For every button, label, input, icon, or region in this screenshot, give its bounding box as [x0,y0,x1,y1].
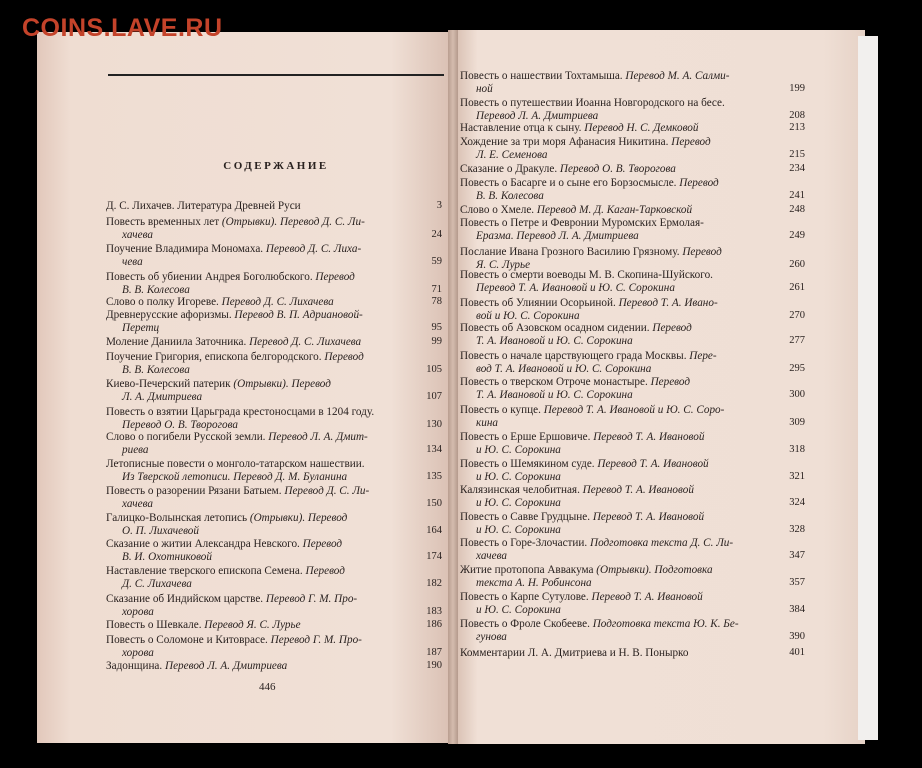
toc-entry [460,269,805,294]
entry-title-text: Повесть о разорении Рязани Батыем. [106,485,282,497]
entry-title-text: Задонщина. [106,660,163,672]
toc-entry-title [460,618,805,631]
entry-page-number: 324 [789,496,805,508]
entry-translator-text: Перевод Г. М. Про- [270,634,362,646]
entry-title-text: Слово о полку Игореве. [106,296,219,308]
entry-continuation: Л. Е. Семенова [476,148,548,161]
entry-translator-text: Перевод [302,538,343,550]
entry-continuation: вод Т. А. Ивановой и Ю. С. Сорокина [476,362,652,375]
entry-title-text: Хождение за три моря Афанасия Никитина. [460,136,669,148]
entry-title-text: Моление Даниила Заточника. [106,336,247,348]
toc-entry-title [106,378,442,391]
toc-entry-title [106,660,442,673]
toc-entry-title [460,297,805,310]
toc-entry [106,593,442,618]
entry-title-text: Повесть о Фроле Скобееве. [460,618,590,630]
toc-entry [460,246,805,271]
entry-title-text: Летописные повести о монголо-татарском нашествии. [106,458,365,470]
toc-entry-title [460,70,805,83]
entry-translator-text: Перевод М. Д. Каган-Тарковской [536,204,693,216]
entry-continuation: Перевод Т. А. Ивановой и Ю. С. Сорокина [476,281,675,294]
toc-entry [106,296,442,309]
entry-page-number: 134 [426,443,442,455]
toc-right [460,70,805,659]
toc-entry-title [106,200,442,213]
entry-continuation: О. П. Лихачевой [122,524,199,537]
entry-title-text: Повесть о Соломоне и Китоврасе. [106,634,268,646]
entry-title-text: Повесть о Ерше Ершовиче. [460,431,591,443]
toc-entry [106,271,442,296]
entry-continuation: В. В. Колесова [122,283,190,296]
entry-title-text: Поучение Владимира Мономаха. [106,243,264,255]
entry-translator-text: (Отрывки). Подготовка [596,564,713,576]
entry-translator-text: Перевод Д. С. Лихачева [221,296,334,308]
entry-title-text: Д. С. Лихачев. Литература Древней Руси [106,200,301,212]
entry-continuation: и Ю. С. Сорокина [476,603,561,616]
entry-continuation: хачева [476,549,507,562]
entry-page-number: 3 [436,200,442,211]
entry-title-text: Повесть о купце. [460,404,541,416]
entry-page-number: 187 [426,646,442,658]
toc-entry [460,647,805,660]
entry-translator-text: Перевод Л. А. Дмит- [268,431,368,443]
entry-title-text: Повесть о смерти воеводы М. В. Скопина-Шуйского. [460,269,713,281]
entry-page-number: 260 [789,258,805,270]
entry-page-number: 199 [789,82,805,94]
entry-translator-text: (Отрывки). Перевод [233,378,331,390]
toc-entry [106,378,442,403]
entry-translator-text: Перевод [324,351,364,363]
entry-continuation: хорова [122,646,154,659]
toc-entry-title [460,376,805,389]
entry-title-text: Галицко-Волынская летопись [106,512,248,524]
entry-title-text: Повесть об Азовском осадном сидении. [460,322,650,334]
entry-page-number: 71 [431,283,442,295]
entry-title-text: Сказание о житии Александра Невского. [106,538,300,550]
toc-entry-title [460,204,805,217]
entry-continuation: хачева [122,228,153,241]
toc-entry-title [460,431,805,444]
entry-translator-text: Перевод Д. С. Лихачева [249,336,362,348]
entry-page-number: 401 [789,647,805,658]
entry-title-text: Повесть о тверском Отроче монастыре. [460,376,648,388]
toc-entry-title [106,512,442,525]
toc-entry [460,217,805,242]
entry-title-text: Повесть о Горе-Злочастии. [460,537,588,549]
entry-continuation: текста А. Н. Робинсона [476,576,592,589]
toc-entry [460,350,805,375]
entry-translator-text: Перевод [315,271,355,283]
toc-entry-title [460,564,805,577]
toc-entry [106,634,442,659]
entry-page-number: 347 [789,549,805,561]
toc-entry-title [460,350,805,363]
entry-page-number: 24 [431,228,442,240]
toc-entry [460,431,805,456]
entry-title-text: Сказание о Дракуле. [460,163,558,175]
entry-page-number: 295 [789,362,805,374]
toc-entry [460,511,805,536]
toc-entry [106,512,442,537]
entry-page-number: 186 [426,619,442,630]
entry-page-number: 384 [789,603,805,615]
entry-translator-text: Перевод [682,246,722,258]
entry-page-number: 277 [789,334,805,346]
entry-title-text: Повесть о нашествии Тохтамыша. [460,70,623,82]
toc-entry [460,97,805,122]
entry-translator-text: Перевод М. А. Салми- [625,70,730,82]
toc-entry-title [106,406,442,419]
toc-entry-title [106,538,442,551]
book-gutter [448,30,458,744]
entry-title-text: Поучение Григория, епископа белгородского. [106,351,322,363]
entry-translator-text: Подготовка текста Д. С. Ли- [590,537,734,549]
toc-entry [460,404,805,429]
toc-entry-title [106,271,442,284]
entry-continuation: Д. С. Лихачева [122,577,192,590]
entry-continuation: Из Тверской летописи. Перевод Д. М. Буланина [122,470,348,483]
entry-translator-text: Перевод Н. С. Демковой [584,122,699,134]
entry-continuation: чева [122,255,143,268]
entry-title-text: Послание Ивана Грозного Василию Грязному. [460,246,680,258]
toc-entry-title [460,217,805,230]
entry-translator-text: Перевод Я. С. Лурье [204,619,301,631]
entry-continuation: и Ю. С. Сорокина [476,523,561,536]
entry-continuation: Перевод О. В. Творогова [122,418,238,431]
entry-translator-text: Перевод [671,136,711,148]
toc-entry-title [460,322,805,335]
entry-translator-text: Перевод Л. А. Дмитриева [165,660,288,672]
entry-continuation: и Ю. С. Сорокина [476,496,561,509]
entry-title-text: Киево-Печерский патерик [106,378,231,390]
toc-entry-title [460,97,805,110]
toc-entry-title [106,565,442,578]
entry-title-text: Древнерусские афоризмы. [106,309,232,321]
toc-entry-title [106,336,442,349]
entry-page-number: 59 [431,255,442,267]
entry-page-number: 107 [426,390,442,402]
toc-entry-title [460,136,805,149]
entry-continuation: ной [476,82,493,95]
entry-translator-text: Перевод Т. А. Ивановой [593,431,705,443]
toc-entry [106,243,442,268]
entry-title-text: Повесть о Савве Грудцыне. [460,511,591,523]
entry-page-number: 99 [431,336,442,347]
watermark: COINS.LAVE.RU [22,14,223,42]
entry-translator-text: Перевод О. В. Творогова [559,163,676,175]
entry-translator-text: Перевод [652,322,692,334]
entry-page-number: 234 [789,163,805,174]
toc-entry [460,177,805,202]
entry-translator-text: Перевод [650,376,690,388]
entry-translator-text: Перевод Т. А. Ивановой [592,511,705,523]
toc-entry-title [106,593,442,606]
entry-translator-text: Перевод Д. С. Лиха- [265,243,362,255]
toc-entry [460,297,805,322]
entry-translator-text: Перевод [305,565,345,577]
toc-entry-title [460,163,805,176]
toc-entry [460,537,805,562]
toc-entry [460,136,805,161]
entry-page-number: 328 [789,523,805,535]
entry-title-text: Калязинская челобитная. [460,484,580,496]
entry-page-number: 95 [431,321,442,333]
toc-entry-title [460,458,805,471]
entry-title-text: Повесть о Карпе Сутулове. [460,591,589,603]
toc-entry [460,322,805,347]
toc-left [106,198,442,676]
entry-continuation: Еразма. Перевод Л. А. Дмитриева [476,229,639,242]
entry-continuation: Перевод Л. А. Дмитриева [476,109,599,122]
toc-entry-title [106,351,442,364]
toc-entry [106,431,442,456]
entry-title-text: Повесть о Петре и Февронии Муромских Ермолая- [460,217,704,229]
entry-page-number: 213 [789,122,805,133]
entry-page-number: 190 [426,660,442,671]
entry-continuation: Т. А. Ивановой и Ю. С. Сорокина [476,388,633,401]
toc-entry [460,122,805,135]
toc-entry-title [460,177,805,190]
toc-entry-title [460,122,805,135]
toc-entry-title [106,485,442,498]
entry-continuation: В. В. Колесова [476,189,544,202]
entry-title-text: Наставление отца к сыну. [460,122,582,134]
toc-entry [106,200,442,213]
entry-translator-text: Перевод Т. А. Ивановой [597,458,709,470]
entry-continuation: риева [122,443,149,456]
entry-page-number: 318 [789,443,805,455]
entry-page-number: 241 [789,189,805,201]
entry-continuation: кина [476,416,498,429]
entry-translator-text: Перевод Т. А. Ивановой и Ю. С. Соро- [543,404,725,416]
toc-entry [460,70,805,95]
entry-page-number: 135 [426,470,442,482]
toc-entry-title [106,296,442,309]
entry-title-text: Повесть об убиении Андрея Боголюбского. [106,271,313,283]
entry-title-text: Повесть о Басарге и о сыне его Борзосмысле. [460,177,677,189]
toc-entry-title [460,511,805,524]
toc-entry [460,618,805,643]
toc-entry [106,336,442,349]
toc-entry [106,619,442,632]
entry-title-text: Повесть о взятии Царьграда крестоносцами в 1204 году. [106,406,375,418]
toc-entry-title [460,537,805,550]
entry-page-number: 105 [426,363,442,375]
entry-continuation: и Ю. С. Сорокина [476,443,561,456]
entry-translator-text: Перевод Т. А. Ивано- [618,297,718,309]
toc-entry-title [460,647,805,660]
page-edges [858,36,878,740]
entry-translator-text: Перевод В. П. Адриановой- [234,309,363,321]
entry-page-number: 270 [789,309,805,321]
toc-entry-title [106,216,442,229]
toc-entry [460,591,805,616]
entry-title-text: Наставление тверского епископа Семена. [106,565,303,577]
entry-title-text: Повесть о Шемякином суде. [460,458,595,470]
entry-translator-text: (Отрывки). Перевод Д. С. Ли- [221,216,365,228]
entry-continuation: Я. С. Лурье [476,258,531,271]
entry-title-text: Комментарии Л. А. Дмитриева и Н. В. Понырко [460,647,689,659]
toc-entry [106,406,442,431]
toc-entry-title [460,404,805,417]
toc-entry [460,484,805,509]
entry-translator-text: Перевод Г. М. Про- [265,593,358,605]
entry-title-text: Слово о Хмеле. [460,204,535,216]
entry-title-text: Повесть о начале царствующего града Москвы. [460,350,687,362]
toc-entry [106,538,442,563]
toc-entry-title [106,634,442,647]
entry-continuation: вой и Ю. С. Сорокина [476,309,580,322]
toc-entry [460,163,805,176]
toc-entry [106,351,442,376]
toc-entry [106,216,442,241]
toc-entry-title [106,431,442,444]
toc-entry [106,309,442,334]
entry-page-number: 130 [426,418,442,430]
entry-continuation: Т. А. Ивановой и Ю. С. Сорокина [476,334,633,347]
entry-continuation: и Ю. С. Сорокина [476,470,561,483]
entry-title-text: Повесть об Улиянии Осорьиной. [460,297,616,309]
entry-continuation: В. В. Колесова [122,363,190,376]
entry-continuation: хачева [122,497,153,510]
entry-translator-text: Пере- [689,350,717,362]
toc-entry-title [106,309,442,322]
entry-translator-text: Перевод [679,177,719,189]
toc-entry [460,204,805,217]
entry-title-text: Повесть о путешествии Иоанна Новгородского на бесе. [460,97,725,109]
entry-translator-text: Перевод Т. А. Ивановой [582,484,694,496]
entry-continuation: Перетц [122,321,160,334]
entry-page-number: 183 [426,605,442,617]
entry-translator-text: Перевод Д. С. Ли- [284,485,370,497]
entry-continuation: Л. А. Дмитриева [122,390,203,403]
entry-translator-text: Подготовка текста Ю. К. Бе- [592,618,739,630]
toc-entry [106,660,442,673]
toc-entry-title [106,243,442,256]
toc-entry-title [460,246,805,259]
toc-entry [106,458,442,483]
entry-page-number: 321 [789,470,805,482]
entry-page-number: 174 [426,550,442,562]
entry-continuation: хорова [122,605,154,618]
toc-entry [106,485,442,510]
entry-page-number: 357 [789,576,805,588]
entry-translator-text: (Отрывки). Перевод [249,512,348,524]
entry-continuation: гунова [476,630,507,643]
toc-entry-title [460,484,805,497]
entry-title-text: Повесть временных лет [106,216,220,228]
entry-page-number: 215 [789,148,805,160]
entry-title-text: Сказание об Индийском царстве. [106,593,264,605]
toc-entry [460,376,805,401]
entry-title-text: Слово о погибели Русской земли. [106,431,266,443]
entry-page-number: 78 [431,296,442,307]
entry-page-number: 390 [789,630,805,642]
entry-title-text: Повесть о Шевкале. [106,619,202,631]
entry-continuation: В. И. Охотниковой [122,550,212,563]
entry-page-number: 309 [789,416,805,428]
entry-page-number: 248 [789,204,805,215]
entry-page-number: 182 [426,577,442,589]
entry-page-number: 164 [426,524,442,536]
toc-entry [106,565,442,590]
toc-entry-title [460,591,805,604]
entry-translator-text: Перевод Т. А. Ивановой [591,591,703,603]
entry-page-number: 261 [789,281,805,293]
page-number: 446 [259,681,276,693]
toc-entry [460,564,805,589]
entry-page-number: 249 [789,229,805,241]
contents-heading: СОДЕРЖАНИЕ [223,160,329,172]
entry-title-text: Житие протопопа Аввакума [460,564,594,576]
entry-page-number: 150 [426,497,442,509]
toc-entry-title [460,269,805,282]
toc-entry-title [106,619,442,632]
toc-entry-title [106,458,442,471]
entry-page-number: 300 [789,388,805,400]
entry-page-number: 208 [789,109,805,121]
toc-entry [460,458,805,483]
